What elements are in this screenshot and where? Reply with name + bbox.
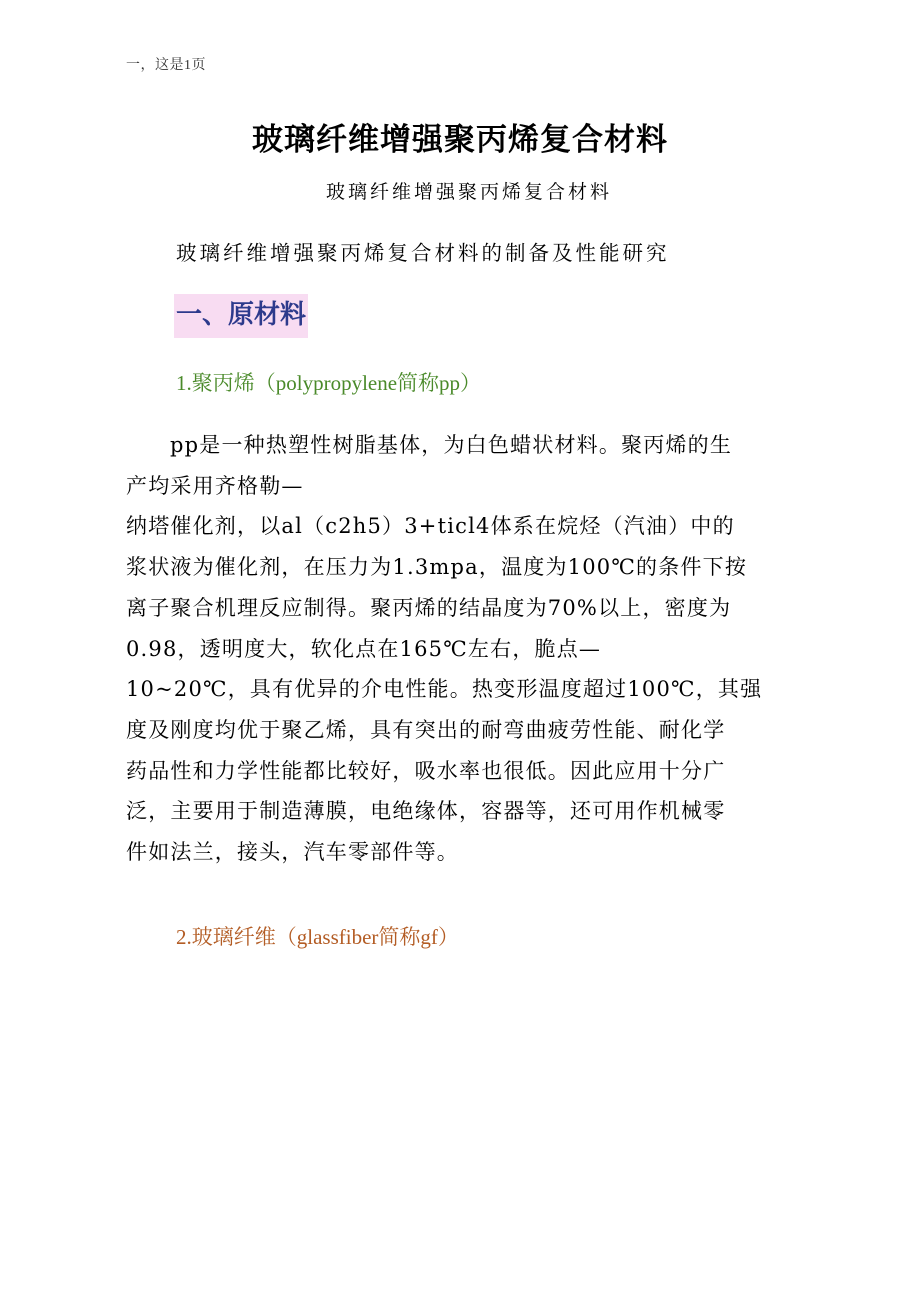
body-paragraph-polypropylene (126, 425, 796, 873)
page-marker: 一，这是1页 (126, 58, 206, 73)
section-heading-raw-materials: 一、原材料 (174, 294, 308, 338)
subheading-polypropylene: 1.聚丙烯（polypropylene简称pp） (176, 371, 482, 395)
body-line: 度及刚度均优于聚乙烯，具有突出的耐弯曲疲劳性能、耐化学 (126, 717, 726, 742)
subheading-glass-fiber: 2.玻璃纤维（glassfiber简称gf） (176, 925, 459, 949)
document-subtitle: 玻璃纤维增强聚丙烯复合材料 (326, 181, 613, 203)
body-line: 泛，主要用于制造薄膜，电绝缘体，容器等，还可用作机械零 (126, 799, 726, 824)
document-title: 玻璃纤维增强聚丙烯复合材料 (252, 122, 668, 158)
body-line: pp是一种热塑性树脂基体，为白色蜡状材料。聚丙烯的生 (170, 433, 733, 457)
body-line: 离子聚合机理反应制得。聚丙烯的结晶度为70%以上，密度为 (126, 595, 732, 620)
body-line: 0.98，透明度大，软化点在165℃左右，脆点— (126, 636, 602, 661)
body-line: 件如法兰，接头，汽车零部件等。 (126, 840, 459, 865)
body-line: 浆状液为催化剂，在压力为1.3mpa，温度为100℃的条件下按 (126, 555, 748, 580)
body-line: 药品性和力学性能都比较好，吸水率也很低。因此应用十分广 (126, 758, 726, 783)
body-line: 产均采用齐格勒— (126, 473, 304, 498)
body-line: 纳塔催化剂，以al（c2h5）3+ticl4体系在烷烃（汽油）中的 (126, 514, 735, 539)
body-line: 10~20℃，具有优异的介电性能。热变形温度超过100℃，其强 (126, 677, 763, 702)
document-intro: 玻璃纤维增强聚丙烯复合材料的制备及性能研究 (176, 241, 670, 265)
